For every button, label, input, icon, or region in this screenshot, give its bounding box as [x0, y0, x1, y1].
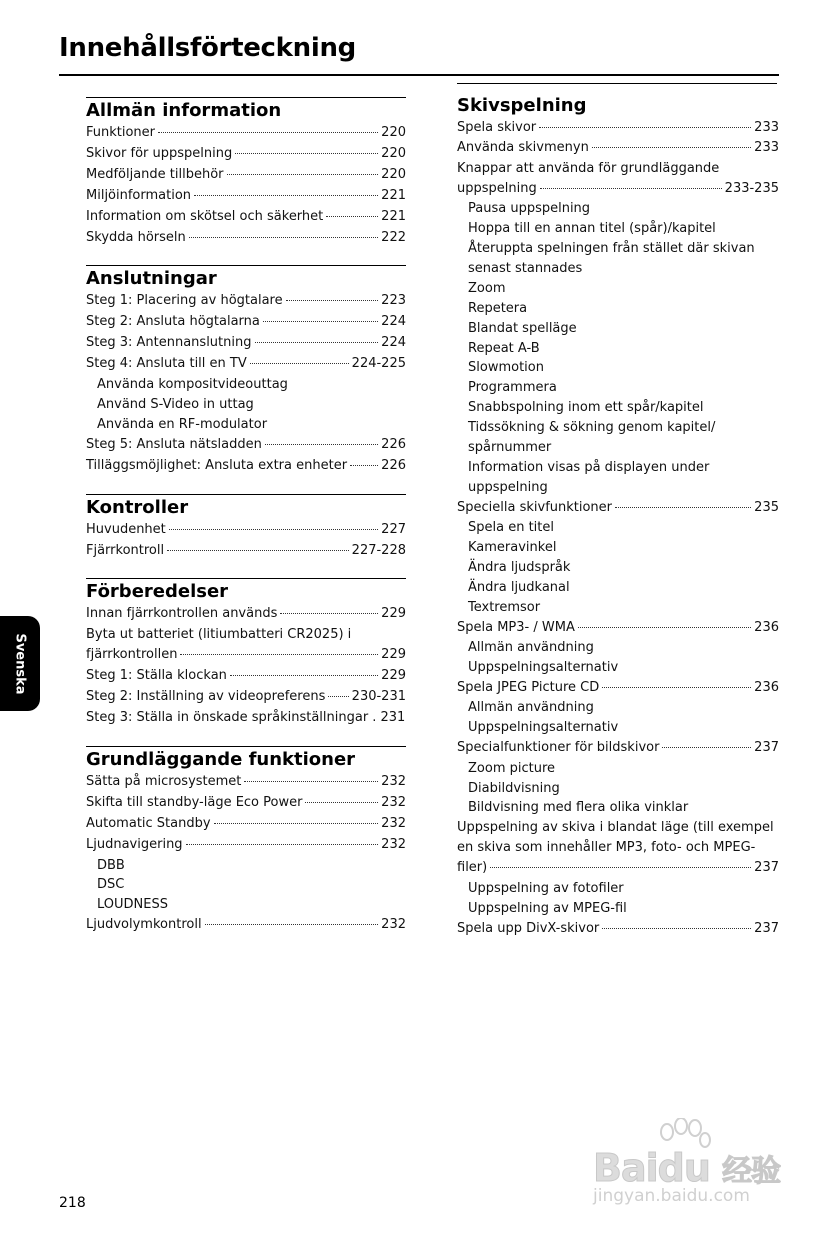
toc-entry[interactable]: Steg 5: Ansluta nätsladden 226	[86, 436, 406, 452]
toc-entry-line[interactable]: en skiva som innehåller MP3, foto- och MPEG-	[457, 840, 756, 856]
toc-subentry[interactable]: Tidssökning & sökning genom kapitel/	[468, 420, 716, 436]
toc-subentry[interactable]: Textremsor	[468, 599, 541, 615]
toc-entry[interactable]: Steg 2: Inställning av videopreferens 230-231	[86, 689, 406, 705]
page-number: 218	[59, 1195, 86, 1211]
toc-subentry[interactable]: Allmän användning	[468, 640, 594, 656]
section-title: Kontroller	[86, 496, 189, 518]
section-rule	[86, 578, 406, 579]
toc-subentry[interactable]: Zoom picture	[468, 760, 556, 776]
toc-entry[interactable]: Miljöinformation 221	[86, 187, 406, 203]
toc-entry[interactable]: Steg 3: Ställa in önskade språkinställningar . 231	[86, 710, 406, 726]
toc-entry[interactable]: filer) 237	[457, 860, 779, 876]
toc-subentry[interactable]: DBB	[97, 857, 125, 873]
section-rule	[86, 494, 406, 495]
section-rule	[86, 265, 406, 266]
toc-entry[interactable]: Funktioner 220	[86, 125, 406, 140]
toc-subentry[interactable]: LOUDNESS	[97, 897, 168, 913]
toc-entry[interactable]: Ljudvolymkontroll 232	[86, 917, 406, 933]
section-title: Skivspelning	[457, 95, 587, 116]
section-title: Allmän information	[86, 100, 282, 121]
toc-subentry[interactable]: Använda en RF-modulator	[97, 416, 268, 432]
toc-subentry[interactable]: Uppspelning av fotofiler	[468, 880, 624, 896]
toc-entry[interactable]: Steg 1: Placering av högtalare 223	[86, 293, 406, 309]
toc-subentry[interactable]: Slowmotion	[468, 360, 544, 376]
toc-entry-line[interactable]: Byta ut batteriet (litiumbatteri CR2025) i	[86, 627, 352, 643]
section-rule	[86, 746, 406, 747]
toc-subentry[interactable]: uppspelning	[468, 479, 548, 495]
section-allman-information	[86, 97, 406, 248]
left-column	[86, 97, 406, 953]
section-title: Anslutningar	[86, 268, 217, 290]
toc-entry[interactable]: Steg 2: Ansluta högtalarna 224	[86, 314, 406, 330]
section-title: Grundläggande funktioner	[86, 748, 356, 770]
toc-subentry[interactable]: Uppspelningsalternativ	[468, 660, 619, 676]
toc-subentry[interactable]: Zoom	[468, 280, 506, 296]
toc-entry[interactable]: Steg 3: Antennanslutning 224	[86, 335, 406, 351]
toc-entry[interactable]: fjärrkontrollen 229	[86, 647, 406, 663]
toc-entry[interactable]: Speciella skivfunktioner 235	[457, 499, 779, 515]
toc-subentry[interactable]: Uppspelning av MPEG-fil	[468, 900, 627, 916]
section-title: Förberedelser	[86, 581, 229, 603]
toc-entry[interactable]: Specialfunktioner för bildskivor 237	[457, 740, 779, 756]
toc-entry[interactable]: Huvudenhet 227	[86, 521, 406, 537]
toc-subentry[interactable]: Uppspelningsalternativ	[468, 720, 619, 736]
toc-subentry[interactable]: Snabbspolning inom ett spår/kapitel	[468, 400, 704, 416]
toc-entry[interactable]: Skivor för uppspelning 220	[86, 145, 406, 161]
toc-entry[interactable]: Ljudnavigering 232	[86, 836, 406, 852]
toc-subentry[interactable]: Repeat A-B	[468, 340, 540, 356]
toc-subentry[interactable]: senast stannades	[468, 260, 583, 276]
toc-subentry[interactable]: DSC	[97, 877, 125, 893]
toc-subentry[interactable]: Diabildvisning	[468, 780, 560, 796]
toc-entry[interactable]: Medföljande tillbehör 220	[86, 166, 406, 182]
toc-subentry[interactable]: Ändra ljudspråk	[468, 560, 571, 576]
toc-entry[interactable]: Använda skivmenyn 233	[457, 140, 779, 156]
toc-entry[interactable]: Spela JPEG Picture CD 236	[457, 679, 779, 695]
toc-entry[interactable]: Skifta till standby-läge Eco Power 232	[86, 794, 406, 810]
toc-subentry[interactable]: Information visas på displayen under	[468, 460, 710, 475]
toc-entry[interactable]: Spela MP3- / WMA 236	[457, 619, 779, 635]
watermark-url: jingyan.baidu.com	[593, 1186, 750, 1206]
toc-subentry[interactable]: Använd S-Video in uttag	[97, 396, 254, 412]
toc-subentry[interactable]: Programmera	[468, 380, 557, 396]
toc-subentry[interactable]: Spela en titel	[468, 520, 554, 536]
toc-subentry[interactable]: Blandat spelläge	[468, 320, 577, 336]
toc-entry[interactable]: Automatic Standby 232	[86, 815, 406, 831]
toc-subentry[interactable]: Ändra ljudkanal	[468, 579, 570, 595]
section-grundlaggande-funktioner	[86, 746, 406, 936]
toc-entry[interactable]: Skydda hörseln 222	[86, 229, 406, 245]
toc-subentry[interactable]: Bildvisning med flera olika vinklar	[468, 800, 689, 816]
toc-subentry[interactable]: Återuppta spelningen från stället där skivan	[468, 241, 755, 257]
toc-entry[interactable]: Sätta på microsystemet 232	[86, 773, 406, 789]
title-rule	[59, 74, 779, 76]
section-anslutningar	[86, 265, 406, 476]
toc-subentry[interactable]: Använda kompositvideouttag	[97, 377, 288, 393]
toc-entry[interactable]: Fjärrkontroll 227-228	[86, 542, 406, 558]
toc-entry[interactable]: Steg 4: Ansluta till en TV 224-225	[86, 356, 406, 372]
language-tab-label: Svenska	[12, 633, 28, 695]
toc-subentry[interactable]: Allmän användning	[468, 700, 594, 716]
section-rule	[457, 83, 777, 84]
right-column	[457, 83, 779, 956]
watermark-brand: Baidu 经验	[593, 1146, 781, 1190]
section-rule	[86, 97, 406, 98]
page-title: Innehållsförteckning	[59, 33, 356, 63]
toc-entry[interactable]: Spela upp DivX-skivor 237	[457, 920, 779, 936]
section-skivspelning	[457, 83, 779, 939]
toc-entry[interactable]: Innan fjärrkontrollen används 229	[86, 606, 406, 622]
toc-entry[interactable]: Tilläggsmöjlighet: Ansluta extra enheter 226	[86, 457, 406, 473]
toc-subentry[interactable]: Pausa uppspelning	[468, 201, 591, 217]
toc-entry[interactable]: Spela skivor 233	[457, 120, 779, 135]
toc-subentry[interactable]: Repetera	[468, 300, 528, 316]
watermark	[585, 1118, 785, 1218]
section-forberedelser	[86, 578, 406, 729]
toc-subentry[interactable]: Kameravinkel	[468, 540, 557, 556]
toc-entry[interactable]: uppspelning 233-235	[457, 180, 779, 196]
section-kontroller	[86, 494, 406, 562]
toc-entry-line[interactable]: Uppspelning av skiva i blandat läge (till exempel	[457, 820, 774, 836]
toc-entry[interactable]: Information om skötsel och säkerhet 221	[86, 208, 406, 224]
toc-subentry[interactable]: spårnummer	[468, 440, 552, 456]
toc-entry[interactable]: Steg 1: Ställa klockan 229	[86, 668, 406, 684]
toc-entry-line[interactable]: Knappar att använda för grundläggande	[457, 160, 720, 176]
toc-subentry[interactable]: Hoppa till en annan titel (spår)/kapitel	[468, 221, 716, 237]
language-tab	[0, 616, 40, 711]
